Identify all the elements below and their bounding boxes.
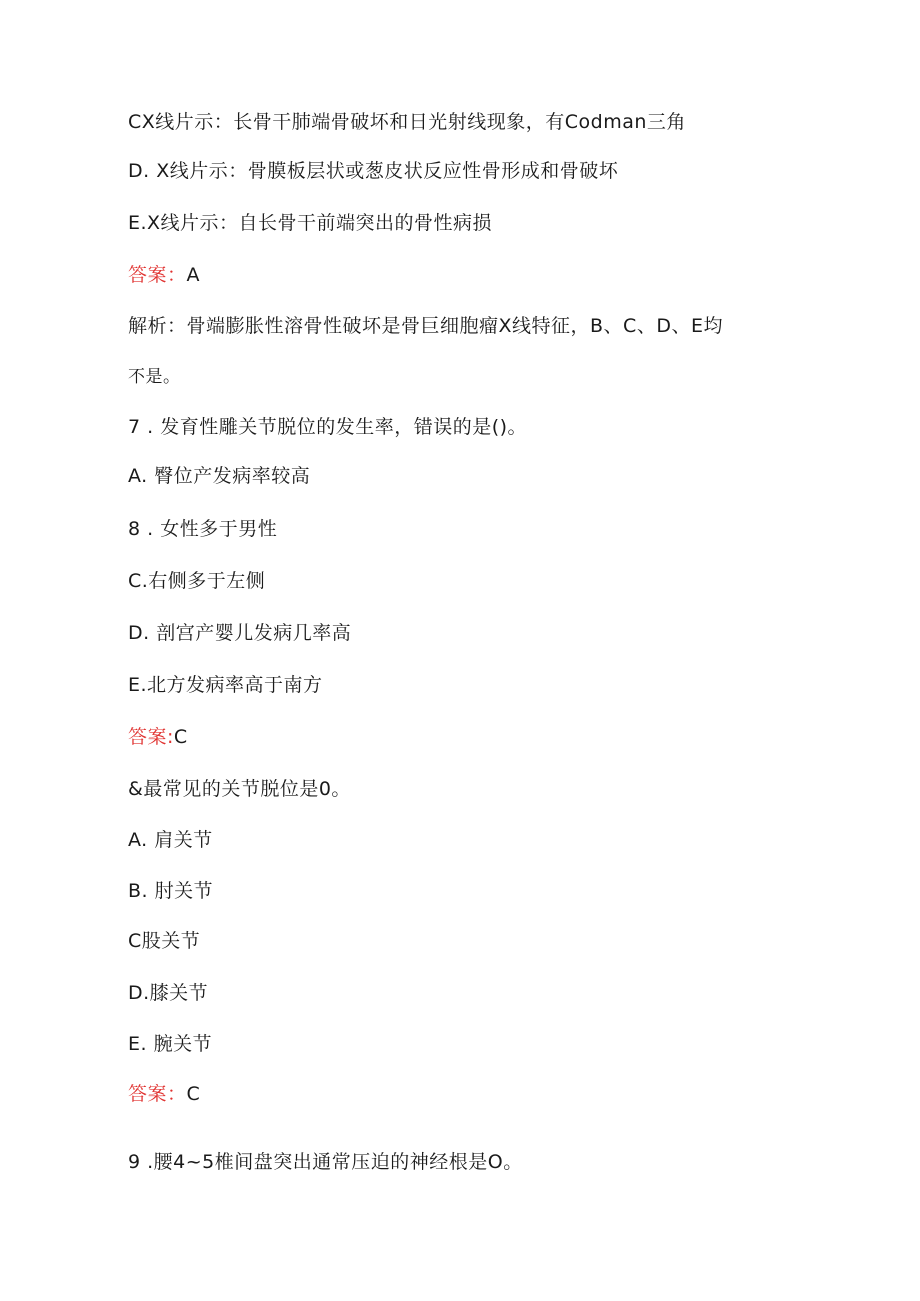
answer-line-1: [128, 262, 200, 288]
question-8: &最常见的关节脱位是0。: [128, 778, 351, 800]
q8-option-a: A. 肩关节: [128, 829, 213, 851]
q8-option-d: D.膝关节: [128, 982, 209, 1004]
answer-line-3: [128, 1081, 200, 1107]
q7-option-b: 8 . 女性多于男性: [128, 518, 278, 540]
answer-label: 答案:: [128, 726, 174, 748]
option-d-text: D. X线片示：骨膜板层状或葱皮状反应性骨形成和骨破坏: [128, 160, 619, 182]
q8-option-e: E. 腕关节: [128, 1033, 213, 1055]
explanation-continuation: 不是。: [128, 367, 181, 387]
explanation-text: 解析：骨端膨胀性溶骨性破坏是骨巨细胞瘤X线特征，B、C、D、E均: [128, 315, 723, 337]
option-e-text: E.X线片示：自长骨干前端突出的骨性病损: [128, 212, 493, 234]
q7-option-e: E.北方发病率高于南方: [128, 674, 323, 696]
q8-option-c: C股关节: [128, 930, 201, 952]
answer-value: C: [186, 1083, 201, 1105]
answer-value: A: [186, 264, 201, 286]
answer-value: C: [173, 726, 188, 748]
q7-option-a: A. 臀位产发病率较高: [128, 465, 311, 487]
answer-label: 答案：: [128, 264, 187, 286]
answer-line-2: [128, 724, 188, 750]
option-c-text: CX线片示：长骨干肺端骨破坏和日光射线现象，有Codman三角: [128, 111, 686, 133]
q8-option-b: B. 肘关节: [128, 880, 214, 902]
q7-option-c: C.右侧多于左侧: [128, 570, 266, 592]
answer-label: 答案：: [128, 1083, 187, 1105]
question-7: 7 . 发育性雕关节脱位的发生率，错误的是()。: [128, 416, 528, 438]
q7-option-d: D. 剖宫产婴儿发病几率高: [128, 622, 352, 644]
question-9: 9 .腰4~5椎间盘突出通常压迫的神经根是O。: [128, 1151, 523, 1173]
